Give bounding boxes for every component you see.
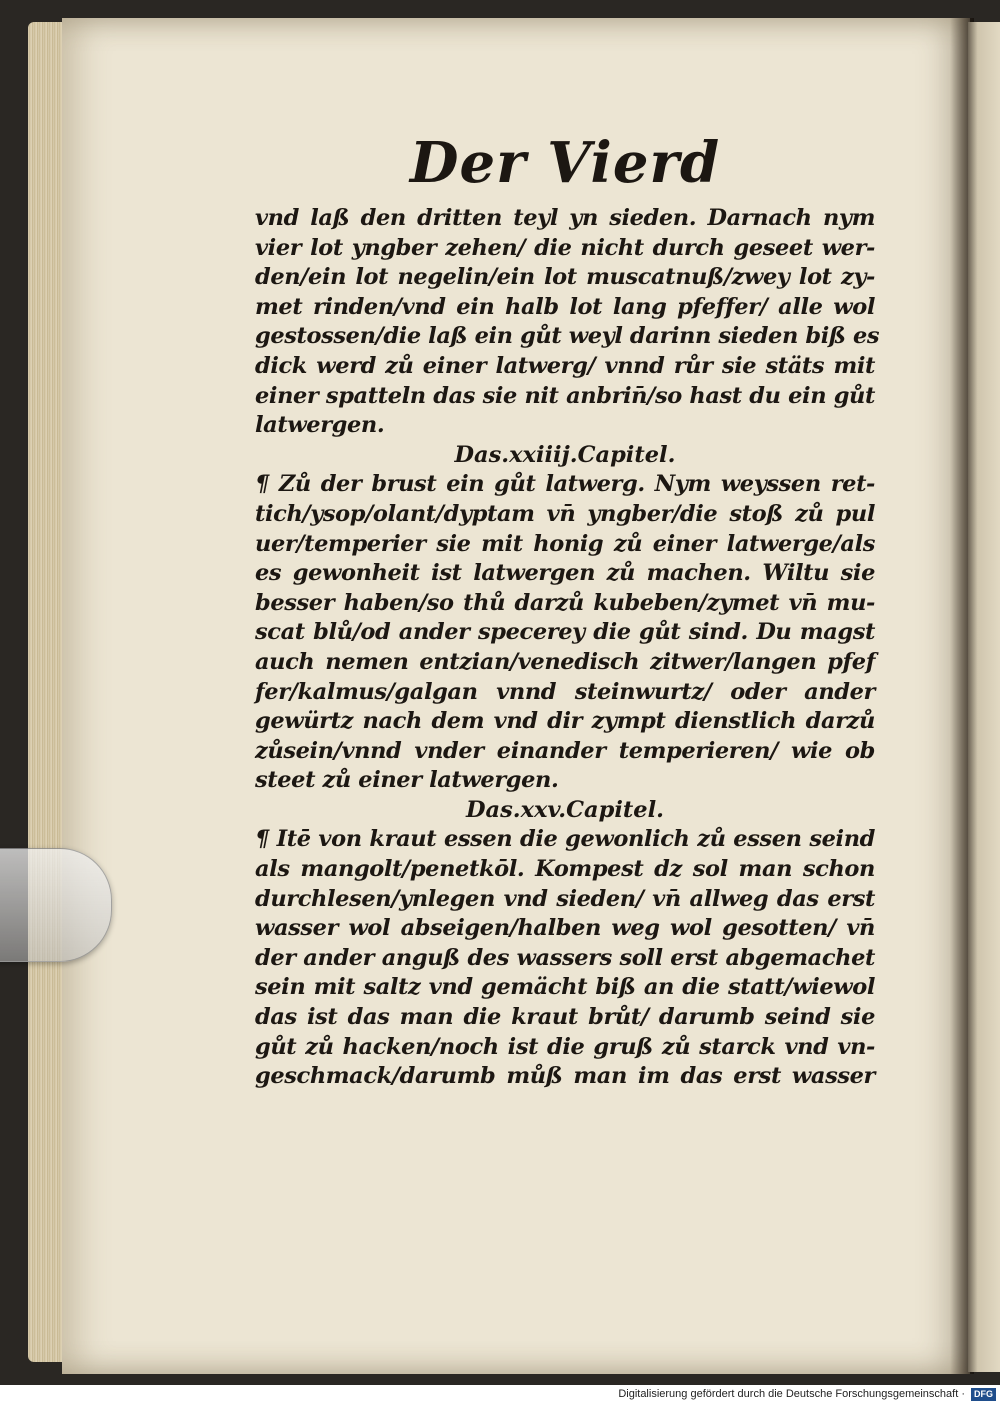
- text-line: ¶ Itē von kraut essen die gewonlich zů essen seind: [255, 826, 875, 853]
- text-line: met rinden/vnd ein halb lot lang pfeffer/ alle wol: [255, 293, 875, 320]
- page-text: [255, 130, 880, 1092]
- facing-page-edge: [968, 22, 1000, 1372]
- text-line: durchlesen/ynlegen vnd sieden/ vn̄ allweg das erst: [255, 885, 875, 912]
- funding-credit: Digitalisierung gefördert durch die Deutsche Forschungsgemeinschaft ·: [618, 1388, 965, 1400]
- text-line: uer/temperier sie mit honig zů einer latwerge/als: [255, 530, 875, 557]
- text-line: auch nemen entzian/venedisch zitwer/langen pfef: [255, 648, 875, 675]
- text-line: der ander anguß des wassers soll erst abgemachet: [255, 944, 875, 971]
- text-line: dick werd zů einer latwerg/ vnnd růr sie stäts mit: [255, 352, 875, 379]
- text-line: fer/kalmus/galgan vnnd steinwurtz/ oder ander: [255, 678, 875, 705]
- dfg-logo: DFG: [971, 1388, 996, 1401]
- text-line: gůt zů hacken/noch ist die gruß zů starck vnd vn-: [255, 1033, 875, 1060]
- text-line: sein mit saltz vnd gemächt biß an die statt/wiewol: [255, 974, 875, 1001]
- text-line: das ist das man die kraut brůt/ darumb seind sie: [255, 1004, 875, 1031]
- text-line: latwergen.: [255, 412, 385, 439]
- running-title: Der Vierd: [409, 130, 721, 196]
- page-clip: [0, 848, 112, 962]
- text-line: scat blů/od ander specerey die gůt sind. Du magst: [255, 619, 875, 646]
- text-line: steet zů einer latwergen.: [255, 767, 559, 794]
- text-section-3: [255, 825, 875, 1091]
- text-line: gestossen/die laß ein gůt weyl darinn sieden biß es: [255, 323, 880, 350]
- text-line: zůsein/vnnd vnder einander temperieren/ wie ob: [255, 737, 875, 764]
- text-line: den/ein lot negelin/ein lot muscatnuß/zwey lot zy-: [255, 264, 875, 291]
- text-line: tich/ysop/olant/dyptam vn̄ yngber/die stoß zů pul: [255, 500, 875, 527]
- chapter-heading-24: Das.xxiiij.Capitel.: [454, 441, 676, 468]
- text-section-2: [255, 470, 875, 796]
- text-line: es gewonheit ist latwergen zů machen. Wiltu sie: [255, 560, 875, 587]
- text-section-1: [255, 204, 880, 441]
- text-line: einer spatteln das sie nit anbrin̄/so hast du ein gůt: [255, 382, 875, 409]
- chapter-heading-25: Das.xxv.Capitel.: [466, 796, 664, 823]
- text-line: gewürtz nach dem vnd dir zympt dienstlich darzů: [255, 708, 875, 735]
- text-line: als mangolt/penetkōl. Kompest dz sol man schon: [255, 856, 875, 883]
- text-line: vnd laß den dritten teyl yn sieden. Darnach nym: [255, 205, 875, 231]
- text-line: ¶ Zů der brust ein gůt latwerg. Nym weyssen ret-: [255, 471, 875, 498]
- text-line: besser haben/so thů darzů kubeben/zymet vn̄ mu-: [255, 589, 875, 616]
- text-line: vier lot yngber zehen/ die nicht durch geseet wer-: [255, 234, 875, 261]
- digitization-footer: [0, 1385, 1000, 1404]
- text-line: wasser wol abseigen/halben weg wol gesotten/ vn̄: [255, 915, 875, 942]
- text-line: geschmack/darumb můß man im das erst wasser: [255, 1063, 875, 1090]
